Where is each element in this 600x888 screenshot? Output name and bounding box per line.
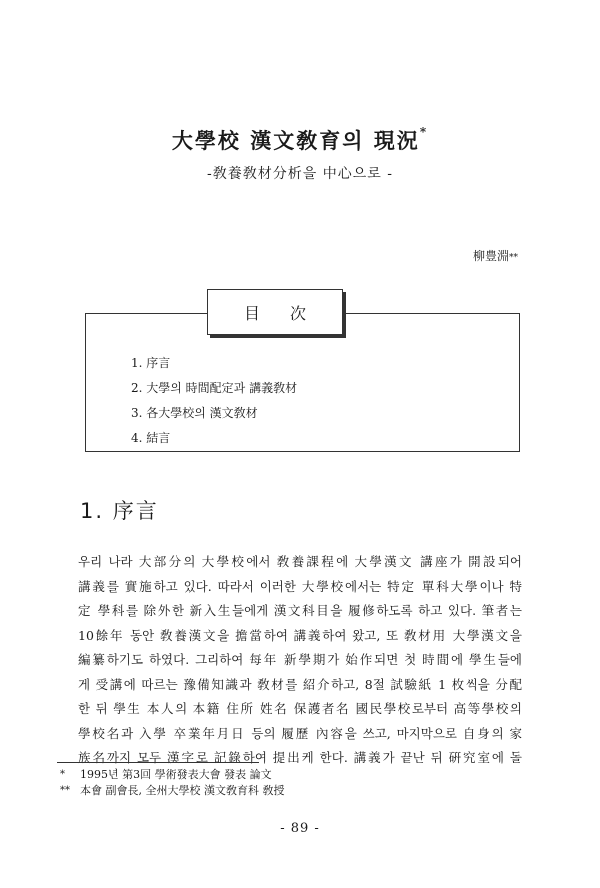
toc-heading: 目次 [207,289,343,335]
paper-title-text: 大學校 漢文敎育의 現況 [171,128,420,153]
section-heading: 1. 序言 [80,499,159,523]
toc-item: 3. 各大學校의 漢文敎材 [131,406,258,420]
footnote-mark: * [60,769,65,780]
paragraph-line: 우리 나라 大部分의 大學校에서 敎養課程에 大學漢文 講座가 開設되어 [78,554,522,569]
paragraph-line: 族名까지 모두 漢字로 記錄하여 提出케 한다. 講義가 끝난 뒤 硏究室에 돌 [78,750,522,765]
author-footnote-mark: ** [509,253,518,263]
footnote [60,767,284,783]
footnote-divider [57,762,259,763]
paragraph-line: 한 뒤 學生 本人의 本籍 住所 姓名 保護者名 國民學校로부터 高等學校의 [78,701,522,716]
body-paragraph [78,550,522,771]
footnote-text: 本會 副會長, 全州大學校 漢文敎育科 敎授 [80,784,285,797]
footnote-mark: ** [60,785,70,796]
toc-item: 1. 序言 [131,356,171,370]
paragraph-line: 定 學科를 除外한 新入生들에게 漢文科目을 履修하도록 하고 있다. 筆者는 [78,603,522,618]
author-name: 柳豊淵 [472,249,509,263]
paragraph-line: 10餘年 동안 敎養漢文을 擔當하여 講義하여 왔고, 또 敎材用 大學漢文을 [78,627,522,643]
paragraph-line: 編纂하기도 하였다. 그리하여 每年 新學期가 始作되면 첫 時間에 學生들에 [78,652,522,667]
title-footnote-mark: * [419,125,429,139]
page-number: - 89 - [280,821,320,836]
author-line [473,247,518,264]
paper-title [0,125,600,155]
paragraph-line: 講義를 實施하고 있다. 따라서 이러한 大學校에서는 特定 單科大學이나 特 [78,578,522,594]
paragraph-line: 學校名과 入學 卒業年月日 등의 履歷 內容을 쓰고, 마지막으로 自身의 家 [78,725,522,741]
paper-subtitle: -敎養敎材分析을 中心으로 - [207,166,393,182]
footnotes [60,767,284,799]
footnote-text: 1995년 第3回 學術發表大會 發表 論文 [80,768,272,781]
toc-item: 4. 結言 [131,431,171,445]
paragraph-line: 게 受講에 따르는 豫備知識과 敎材를 紹介하고, 8절 試驗紙 1 枚씩을 分配 [78,676,522,692]
toc-list [131,351,297,451]
toc-item: 2. 大學의 時間配定과 講義敎材 [131,381,298,395]
footnote [60,783,284,799]
